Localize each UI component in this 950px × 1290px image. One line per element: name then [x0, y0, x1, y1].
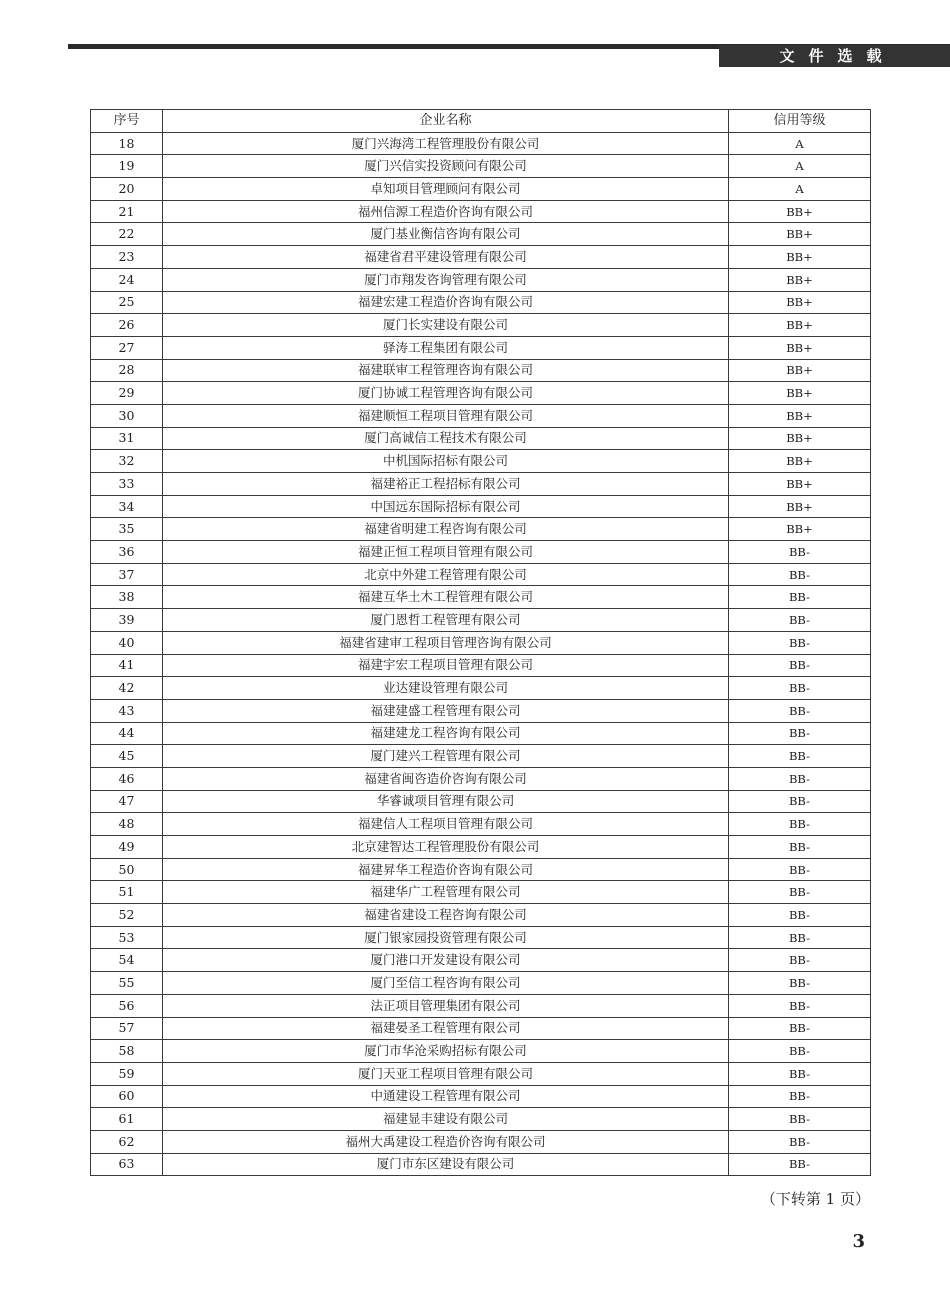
- cell-grade: BB-: [729, 1062, 871, 1085]
- table-row: [91, 858, 871, 881]
- cell-grade: A: [729, 132, 871, 155]
- cell-grade: BB+: [729, 359, 871, 382]
- cell-serial: 20: [91, 178, 163, 201]
- cell-company-name: 卓知项目管理顾问有限公司: [163, 178, 729, 201]
- cell-grade: BB+: [729, 495, 871, 518]
- cell-serial: 42: [91, 677, 163, 700]
- cell-serial: 61: [91, 1108, 163, 1131]
- cell-grade: A: [729, 155, 871, 178]
- cell-serial: 48: [91, 813, 163, 836]
- cell-serial: 58: [91, 1040, 163, 1063]
- cell-grade: BB+: [729, 336, 871, 359]
- cell-grade: BB-: [729, 677, 871, 700]
- cell-grade: BB+: [729, 427, 871, 450]
- cell-grade: BB-: [729, 949, 871, 972]
- cell-company-name: 福建省君平建设管理有限公司: [163, 246, 729, 269]
- table-row: [91, 609, 871, 632]
- cell-serial: 29: [91, 382, 163, 405]
- table-row: [91, 586, 871, 609]
- cell-serial: 23: [91, 246, 163, 269]
- cell-grade: BB-: [729, 790, 871, 813]
- cell-company-name: 福州信源工程造价咨询有限公司: [163, 200, 729, 223]
- table-row: [91, 1062, 871, 1085]
- cell-grade: BB+: [729, 268, 871, 291]
- cell-serial: 62: [91, 1130, 163, 1153]
- cell-company-name: 厦门长实建设有限公司: [163, 314, 729, 337]
- cell-grade: BB+: [729, 200, 871, 223]
- cell-serial: 30: [91, 404, 163, 427]
- cell-company-name: 福建顺恒工程项目管理有限公司: [163, 404, 729, 427]
- table-row: [91, 473, 871, 496]
- cell-grade: BB+: [729, 450, 871, 473]
- cell-grade: BB-: [729, 1085, 871, 1108]
- cell-company-name: 厦门银家园投资管理有限公司: [163, 926, 729, 949]
- cell-company-name: 福建晏圣工程管理有限公司: [163, 1017, 729, 1040]
- cell-company-name: 福建建盛工程管理有限公司: [163, 699, 729, 722]
- cell-serial: 37: [91, 563, 163, 586]
- column-header-serial: 序号: [91, 110, 163, 133]
- table-row: [91, 314, 871, 337]
- cell-serial: 32: [91, 450, 163, 473]
- cell-serial: 26: [91, 314, 163, 337]
- cell-company-name: 福建裕正工程招标有限公司: [163, 473, 729, 496]
- cell-company-name: 厦门至信工程咨询有限公司: [163, 972, 729, 995]
- table-row: [91, 132, 871, 155]
- cell-grade: BB-: [729, 563, 871, 586]
- cell-grade: BB-: [729, 926, 871, 949]
- cell-company-name: 厦门恩哲工程管理有限公司: [163, 609, 729, 632]
- cell-serial: 46: [91, 767, 163, 790]
- cell-company-name: 中机国际招标有限公司: [163, 450, 729, 473]
- table-row: [91, 1040, 871, 1063]
- cell-grade: BB-: [729, 994, 871, 1017]
- cell-company-name: 厦门基业衡信咨询有限公司: [163, 223, 729, 246]
- cell-serial: 22: [91, 223, 163, 246]
- cell-company-name: 厦门市华沧采购招标有限公司: [163, 1040, 729, 1063]
- cell-serial: 51: [91, 881, 163, 904]
- cell-grade: BB-: [729, 586, 871, 609]
- cell-grade: BB-: [729, 813, 871, 836]
- column-header-company: 企业名称: [163, 110, 729, 133]
- cell-grade: BB+: [729, 518, 871, 541]
- cell-company-name: 福州大禹建设工程造价咨询有限公司: [163, 1130, 729, 1153]
- table-body: [91, 132, 871, 1176]
- table-row: [91, 336, 871, 359]
- cell-serial: 19: [91, 155, 163, 178]
- cell-serial: 53: [91, 926, 163, 949]
- cell-company-name: 福建华广工程管理有限公司: [163, 881, 729, 904]
- cell-serial: 44: [91, 722, 163, 745]
- cell-company-name: 北京中外建工程管理有限公司: [163, 563, 729, 586]
- table-row: [91, 541, 871, 564]
- cell-serial: 34: [91, 495, 163, 518]
- cell-grade: A: [729, 178, 871, 201]
- table-row: [91, 677, 871, 700]
- table-row: [91, 949, 871, 972]
- cell-grade: BB-: [729, 609, 871, 632]
- cell-grade: BB-: [729, 631, 871, 654]
- table-row: [91, 359, 871, 382]
- table-row: [91, 926, 871, 949]
- cell-company-name: 中国远东国际招标有限公司: [163, 495, 729, 518]
- table-row: [91, 836, 871, 859]
- table-row: [91, 631, 871, 654]
- table-row: [91, 382, 871, 405]
- cell-serial: 33: [91, 473, 163, 496]
- cell-company-name: 福建省建审工程项目管理咨询有限公司: [163, 631, 729, 654]
- cell-company-name: 厦门港口开发建设有限公司: [163, 949, 729, 972]
- cell-company-name: 厦门市东区建设有限公司: [163, 1153, 729, 1176]
- cell-company-name: 厦门协诚工程管理咨询有限公司: [163, 382, 729, 405]
- cell-serial: 43: [91, 699, 163, 722]
- cell-serial: 59: [91, 1062, 163, 1085]
- table-row: [91, 178, 871, 201]
- cell-company-name: 厦门高诚信工程技术有限公司: [163, 427, 729, 450]
- cell-grade: BB-: [729, 1108, 871, 1131]
- cell-company-name: 中通建设工程管理有限公司: [163, 1085, 729, 1108]
- column-header-grade: 信用等级: [729, 110, 871, 133]
- cell-company-name: 华睿诚项目管理有限公司: [163, 790, 729, 813]
- table-row: [91, 654, 871, 677]
- cell-grade: BB+: [729, 246, 871, 269]
- cell-serial: 52: [91, 904, 163, 927]
- table-row: [91, 291, 871, 314]
- table-row: [91, 450, 871, 473]
- cell-company-name: 福建联审工程管理咨询有限公司: [163, 359, 729, 382]
- cell-company-name: 福建省闽咨造价咨询有限公司: [163, 767, 729, 790]
- cell-grade: BB+: [729, 291, 871, 314]
- cell-grade: BB+: [729, 473, 871, 496]
- cell-serial: 25: [91, 291, 163, 314]
- cell-company-name: 福建省明建工程咨询有限公司: [163, 518, 729, 541]
- table-row: [91, 1108, 871, 1131]
- cell-serial: 63: [91, 1153, 163, 1176]
- cell-company-name: 福建显丰建设有限公司: [163, 1108, 729, 1131]
- cell-company-name: 业达建设管理有限公司: [163, 677, 729, 700]
- cell-company-name: 北京建智达工程管理股份有限公司: [163, 836, 729, 859]
- table-row: [91, 1153, 871, 1176]
- table-row: [91, 972, 871, 995]
- cell-serial: 31: [91, 427, 163, 450]
- table-row: [91, 745, 871, 768]
- cell-grade: BB-: [729, 1017, 871, 1040]
- cell-company-name: 福建建龙工程咨询有限公司: [163, 722, 729, 745]
- table-row: [91, 1130, 871, 1153]
- section-label: 文件选载: [719, 45, 950, 67]
- cell-grade: BB-: [729, 745, 871, 768]
- table-row: [91, 1085, 871, 1108]
- table-row: [91, 1017, 871, 1040]
- cell-grade: BB-: [729, 541, 871, 564]
- cell-grade: BB-: [729, 1130, 871, 1153]
- cell-company-name: 厦门兴信实投资顾问有限公司: [163, 155, 729, 178]
- table-row: [91, 813, 871, 836]
- table-row: [91, 427, 871, 450]
- cell-serial: 56: [91, 994, 163, 1017]
- cell-serial: 18: [91, 132, 163, 155]
- table-row: [91, 904, 871, 927]
- cell-grade: BB-: [729, 1153, 871, 1176]
- table-row: [91, 881, 871, 904]
- cell-grade: BB+: [729, 223, 871, 246]
- table-row: [91, 518, 871, 541]
- table-row: [91, 994, 871, 1017]
- cell-company-name: 驿涛工程集团有限公司: [163, 336, 729, 359]
- cell-serial: 35: [91, 518, 163, 541]
- table-row: [91, 404, 871, 427]
- cell-company-name: 法正项目管理集团有限公司: [163, 994, 729, 1017]
- cell-grade: BB+: [729, 404, 871, 427]
- cell-serial: 45: [91, 745, 163, 768]
- cell-company-name: 厦门市翔发咨询管理有限公司: [163, 268, 729, 291]
- cell-serial: 54: [91, 949, 163, 972]
- cell-grade: BB+: [729, 314, 871, 337]
- cell-company-name: 福建宏建工程造价咨询有限公司: [163, 291, 729, 314]
- cell-serial: 49: [91, 836, 163, 859]
- cell-company-name: 厦门建兴工程管理有限公司: [163, 745, 729, 768]
- table-row: [91, 155, 871, 178]
- table-row: [91, 722, 871, 745]
- cell-grade: BB-: [729, 654, 871, 677]
- cell-grade: BB-: [729, 858, 871, 881]
- cell-company-name: 厦门天亚工程项目管理有限公司: [163, 1062, 729, 1085]
- cell-company-name: 福建昇华工程造价咨询有限公司: [163, 858, 729, 881]
- cell-grade: BB+: [729, 382, 871, 405]
- cell-company-name: 福建互华土木工程管理有限公司: [163, 586, 729, 609]
- cell-grade: BB-: [729, 881, 871, 904]
- cell-serial: 39: [91, 609, 163, 632]
- credit-rating-table: [90, 109, 871, 1176]
- cell-serial: 21: [91, 200, 163, 223]
- cell-company-name: 福建宇宏工程项目管理有限公司: [163, 654, 729, 677]
- table-row: [91, 495, 871, 518]
- table-header-row: [91, 110, 871, 133]
- table-row: [91, 563, 871, 586]
- cell-serial: 27: [91, 336, 163, 359]
- cell-grade: BB-: [729, 767, 871, 790]
- page-number: 3: [852, 1231, 865, 1252]
- table-row: [91, 246, 871, 269]
- cell-grade: BB-: [729, 972, 871, 995]
- cell-grade: BB-: [729, 1040, 871, 1063]
- continued-note: （下转第 1 页）: [760, 1190, 870, 1208]
- cell-grade: BB-: [729, 722, 871, 745]
- cell-serial: 60: [91, 1085, 163, 1108]
- cell-serial: 57: [91, 1017, 163, 1040]
- cell-serial: 38: [91, 586, 163, 609]
- cell-serial: 28: [91, 359, 163, 382]
- cell-grade: BB-: [729, 904, 871, 927]
- table-row: [91, 699, 871, 722]
- cell-company-name: 厦门兴海湾工程管理股份有限公司: [163, 132, 729, 155]
- cell-company-name: 福建正恒工程项目管理有限公司: [163, 541, 729, 564]
- cell-grade: BB-: [729, 699, 871, 722]
- cell-serial: 55: [91, 972, 163, 995]
- table-row: [91, 790, 871, 813]
- table-row: [91, 767, 871, 790]
- cell-company-name: 福建信人工程项目管理有限公司: [163, 813, 729, 836]
- cell-serial: 24: [91, 268, 163, 291]
- table-row: [91, 200, 871, 223]
- cell-serial: 41: [91, 654, 163, 677]
- cell-serial: 40: [91, 631, 163, 654]
- table-row: [91, 223, 871, 246]
- cell-serial: 47: [91, 790, 163, 813]
- table-row: [91, 268, 871, 291]
- cell-serial: 36: [91, 541, 163, 564]
- cell-company-name: 福建省建设工程咨询有限公司: [163, 904, 729, 927]
- cell-grade: BB-: [729, 836, 871, 859]
- cell-serial: 50: [91, 858, 163, 881]
